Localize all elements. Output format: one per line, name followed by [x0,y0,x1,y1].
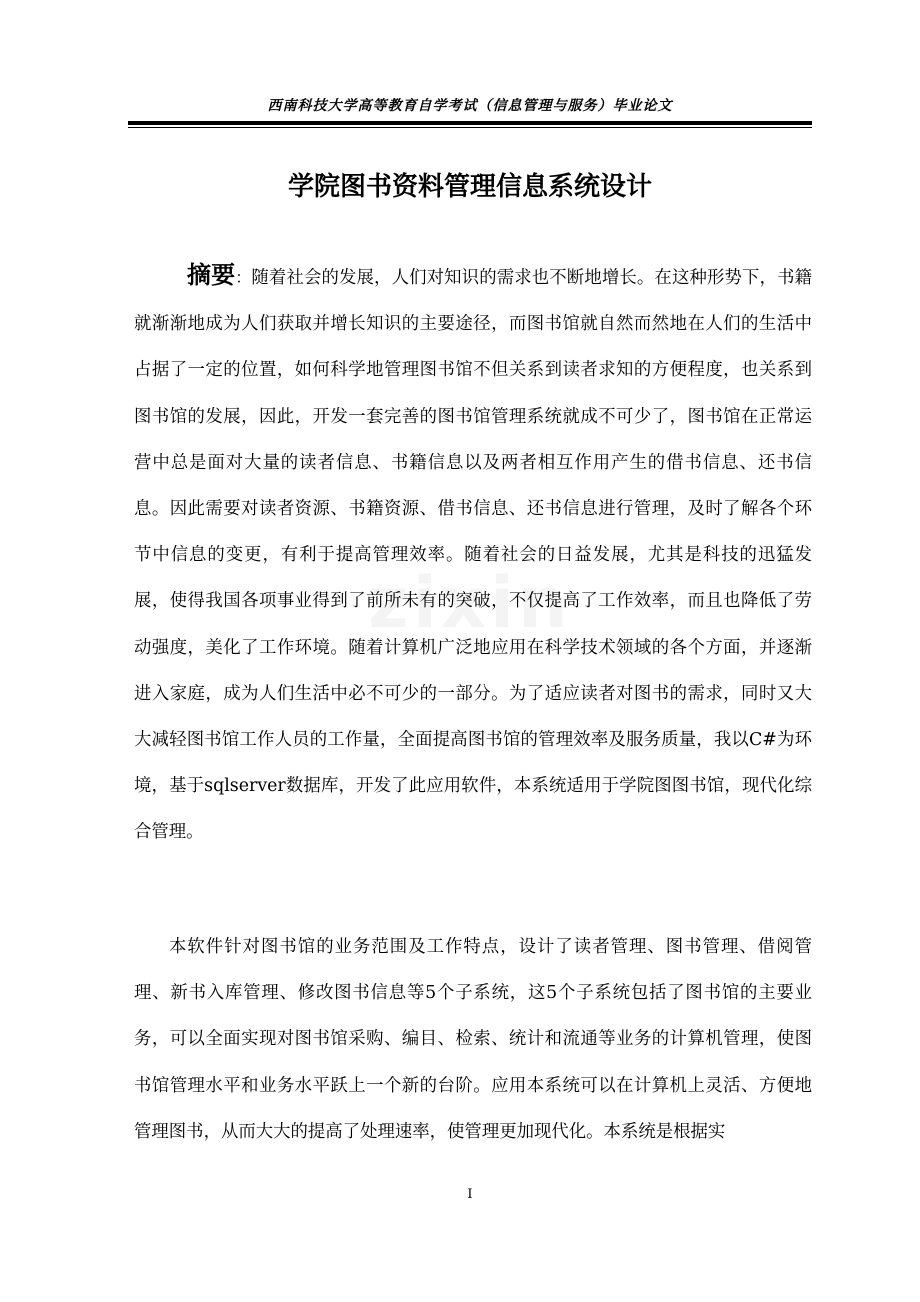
abstract-paragraph-2 [134,924,812,1155]
header-rule-thick [128,121,812,125]
abstract-text-2: 本软件针对图书馆的业务范围及工作特点，设计了读者管理、图书管理、借阅管理、新书入库管理、修改图书信息等5个子系统，这5个子系统包括了图书馆的主要业务，可以全面实现对图书馆采购、编目、检索、统计和流通等业务的计算机管理，使图书馆管理水平和业务水平跃上一个新的台阶。应用本系统可以在计算机上灵活、方便地管理图书，从而大大的提高了处理速率，使管理更加现代化。本系统是根据实 [134,937,812,1142]
page-number: I [467,1187,473,1202]
header-rule-thin [128,127,812,128]
abstract-paragraph-1 [134,252,812,856]
abstract-colon: ： [235,268,252,287]
running-header: 西南科技大学高等教育自学考试（信息管理与服务）毕业论文 [267,98,673,114]
document-title: 学院图书资料管理信息系统设计 [287,172,652,202]
abstract-text-1: 随着社会的发展，人们对知识的需求也不断地增长。在这种形势下，书籍就渐渐地成为人们获取并增长知识的主要途径，而图书馆就自然而然地在人们的生活中占据了一定的位置，如何科学地管理图书馆不但关系到读者求知的方便程度，也关系到图书馆的发展，因此，开发一套完善的图书馆管理系统就成不可少了，图书馆在正常运营中总是面对大量的读者信息、书籍信息以及两者相互作用产生的借书信息、还书信息。因此需要对读者资源、书籍资源、借书信息、还书信息进行管理，及时了解各个环节中信息的变更，有利于提高管理效率。随着社会的日益发展，尤其是科技的迅猛发展，使得我国各项事业得到了前所未有的突破，不仅提高了工作效率，而且也降低了劳动强度，美化了工作环境。随着计算机广泛地应用在科学技术领域的各个方面，并逐渐进入家庭，成为人们生活中必不可少的一部分。为了适应读者对图书的需求，同时又大大减轻图书馆工作人员的工作量，全面提高图书馆的管理效率及服务质量，我以C#为环境，基于sqlserver数据库，开发了此应用软件，本系统适用于学院图图书馆，现代化综合管理。 [134,268,812,843]
abstract-label: 摘要 [187,261,236,289]
